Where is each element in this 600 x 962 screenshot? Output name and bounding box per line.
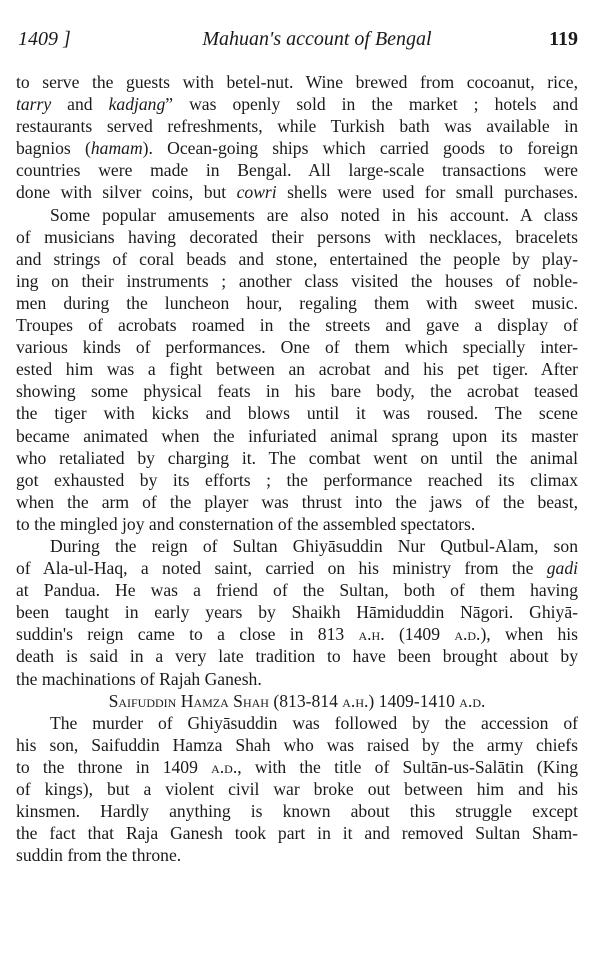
text-run: ) 1409-1410 xyxy=(368,690,460,711)
text-run: Some popular amusements are also noted in his account. A class xyxy=(50,204,578,225)
text-line xyxy=(16,756,578,778)
text-run: shells were used for small purchases. xyxy=(276,182,578,203)
text-run: death is said in a very late tradition to have been brought about by xyxy=(16,646,578,667)
text-line xyxy=(16,93,578,115)
text-run: and xyxy=(51,94,109,115)
text-run: became animated when the infuriated animal sprang upon its master xyxy=(16,425,578,446)
text-line xyxy=(16,447,578,469)
text-run: During the reign of Sultan Ghiyāsuddin Nur Qutbul-Alam, son xyxy=(50,535,578,556)
text-run: The murder of Ghiyāsuddin was followed by the accession of xyxy=(50,712,578,733)
italic-term: gadi xyxy=(546,558,578,579)
paragraph xyxy=(16,71,578,204)
text-line xyxy=(16,690,578,712)
text-line xyxy=(16,557,578,579)
text-run: ” was openly sold in the market ; hotels and xyxy=(165,94,578,115)
text-run: to serve the guests with betel-nut. Wine brewed from cocoanut, rice, xyxy=(16,72,578,92)
small-caps-text: a.d. xyxy=(454,624,481,645)
text-line xyxy=(16,645,578,667)
text-line xyxy=(16,159,578,181)
paragraph xyxy=(16,535,578,690)
text-run: and strings of coral beads and stone, entertained the people by play- xyxy=(16,248,578,269)
text-run: done with silver coins, but xyxy=(16,182,237,203)
text-line xyxy=(16,71,578,93)
italic-term: kadjang xyxy=(108,94,166,115)
text-line xyxy=(16,380,578,402)
text-run: the machinations of Rajah Ganesh. xyxy=(16,668,262,689)
text-run: of Ala-ul-Haq, a noted saint, carried on his ministry from the xyxy=(16,558,547,579)
paragraph xyxy=(16,712,578,867)
text-run: restaurants served refreshments, while Turkish bath was available in xyxy=(16,116,578,137)
text-run: showing some physical feats in his bare body, the acrobat teased xyxy=(16,381,578,402)
text-line xyxy=(16,292,578,314)
italic-term: tarry xyxy=(16,94,52,115)
page-body xyxy=(16,71,578,866)
header-title: Mahuan's account of Bengal xyxy=(202,28,432,50)
text-run: been taught in early years by Shaikh Hāmiduddin Nāgori. Ghiyā- xyxy=(16,602,578,623)
text-run: ested him was a fight between an acrobat and his pet tiger. After xyxy=(16,359,578,380)
text-line xyxy=(16,491,578,513)
text-run: (813-814 xyxy=(268,690,343,711)
small-caps-text: a.d. xyxy=(211,756,238,777)
text-line xyxy=(16,800,578,822)
text-line xyxy=(16,712,578,734)
text-run: when the arm of the player was thrust into the jaws of the beast, xyxy=(16,491,578,512)
text-line xyxy=(16,668,578,690)
text-line xyxy=(16,623,578,645)
text-line xyxy=(16,469,578,491)
text-line xyxy=(16,778,578,800)
text-run: the tiger with kicks and blows until it was roused. The scene xyxy=(16,403,578,424)
text-line xyxy=(16,844,578,866)
text-line xyxy=(16,513,578,535)
text-line xyxy=(16,535,578,557)
paragraph xyxy=(16,204,578,535)
text-run: the fact that Raja Ganesh took part in it and removed Sultan Sham- xyxy=(16,823,578,844)
text-run: ). Ocean-going ships which carried goods to foreign xyxy=(142,138,578,159)
small-caps-text: a.h. xyxy=(358,624,385,645)
small-caps-text: Saifuddin Hamza Shah xyxy=(108,690,269,711)
italic-term: hamam xyxy=(90,138,143,159)
text-line xyxy=(16,270,578,292)
text-run: (1409 xyxy=(384,624,455,645)
text-run: kinsmen. Hardly anything is known about this struggle except xyxy=(16,801,578,822)
text-run: of musicians having decorated their persons with necklaces, bracelets xyxy=(16,226,578,247)
page-number: 119 xyxy=(549,28,578,50)
text-line xyxy=(16,336,578,358)
text-run: ), when his xyxy=(480,624,578,645)
text-run: Troupes of acrobats roamed in the streets and gave a display of xyxy=(16,315,578,336)
text-line xyxy=(16,181,578,203)
section-heading xyxy=(16,690,578,712)
text-run: , with the title of Sultān-us-Salātin (King xyxy=(237,756,578,777)
text-line xyxy=(16,358,578,380)
text-line xyxy=(16,115,578,137)
text-run: ing on their instruments ; another class visited the houses of noble- xyxy=(16,270,578,291)
italic-term: cowri xyxy=(236,182,277,203)
small-caps-text: a.d. xyxy=(459,690,486,711)
small-caps-text: a.h. xyxy=(342,690,369,711)
text-run: of kings), but a violent civil war broke out between him and his xyxy=(16,779,578,799)
text-run: suddin from the throne. xyxy=(16,845,182,866)
text-run: men during the luncheon hour, regaling them with sweet music. xyxy=(16,292,578,313)
text-line xyxy=(16,204,578,226)
text-line xyxy=(16,226,578,248)
text-run: various kinds of performances. One of them which specially inter- xyxy=(16,337,578,358)
text-line xyxy=(16,425,578,447)
header-year: 1409 ] xyxy=(18,28,71,50)
text-run: countries were made in Bengal. All large-scale transactions were xyxy=(16,160,578,181)
text-line xyxy=(16,402,578,424)
running-header xyxy=(16,28,578,56)
text-run: suddin's reign came to a close in 813 xyxy=(16,624,359,645)
text-line xyxy=(16,601,578,623)
text-run: bagnios ( xyxy=(16,138,91,159)
text-line xyxy=(16,579,578,601)
text-run: who retaliated by charging it. The combat went on until the animal xyxy=(16,447,578,468)
text-line xyxy=(16,137,578,159)
text-run: his son, Saifuddin Hamza Shah who was raised by the army chiefs xyxy=(16,734,578,755)
text-line xyxy=(16,314,578,336)
text-run: to the mingled joy and consternation of the assembled spectators. xyxy=(16,513,476,534)
text-run: to the throne in 1409 xyxy=(16,756,212,777)
text-run: at Pandua. He was a friend of the Sultan, both of them having xyxy=(16,580,578,601)
text-line xyxy=(16,822,578,844)
text-run: got exhausted by its efforts ; the performance reached its climax xyxy=(16,469,578,490)
text-line xyxy=(16,248,578,270)
text-line xyxy=(16,734,578,756)
